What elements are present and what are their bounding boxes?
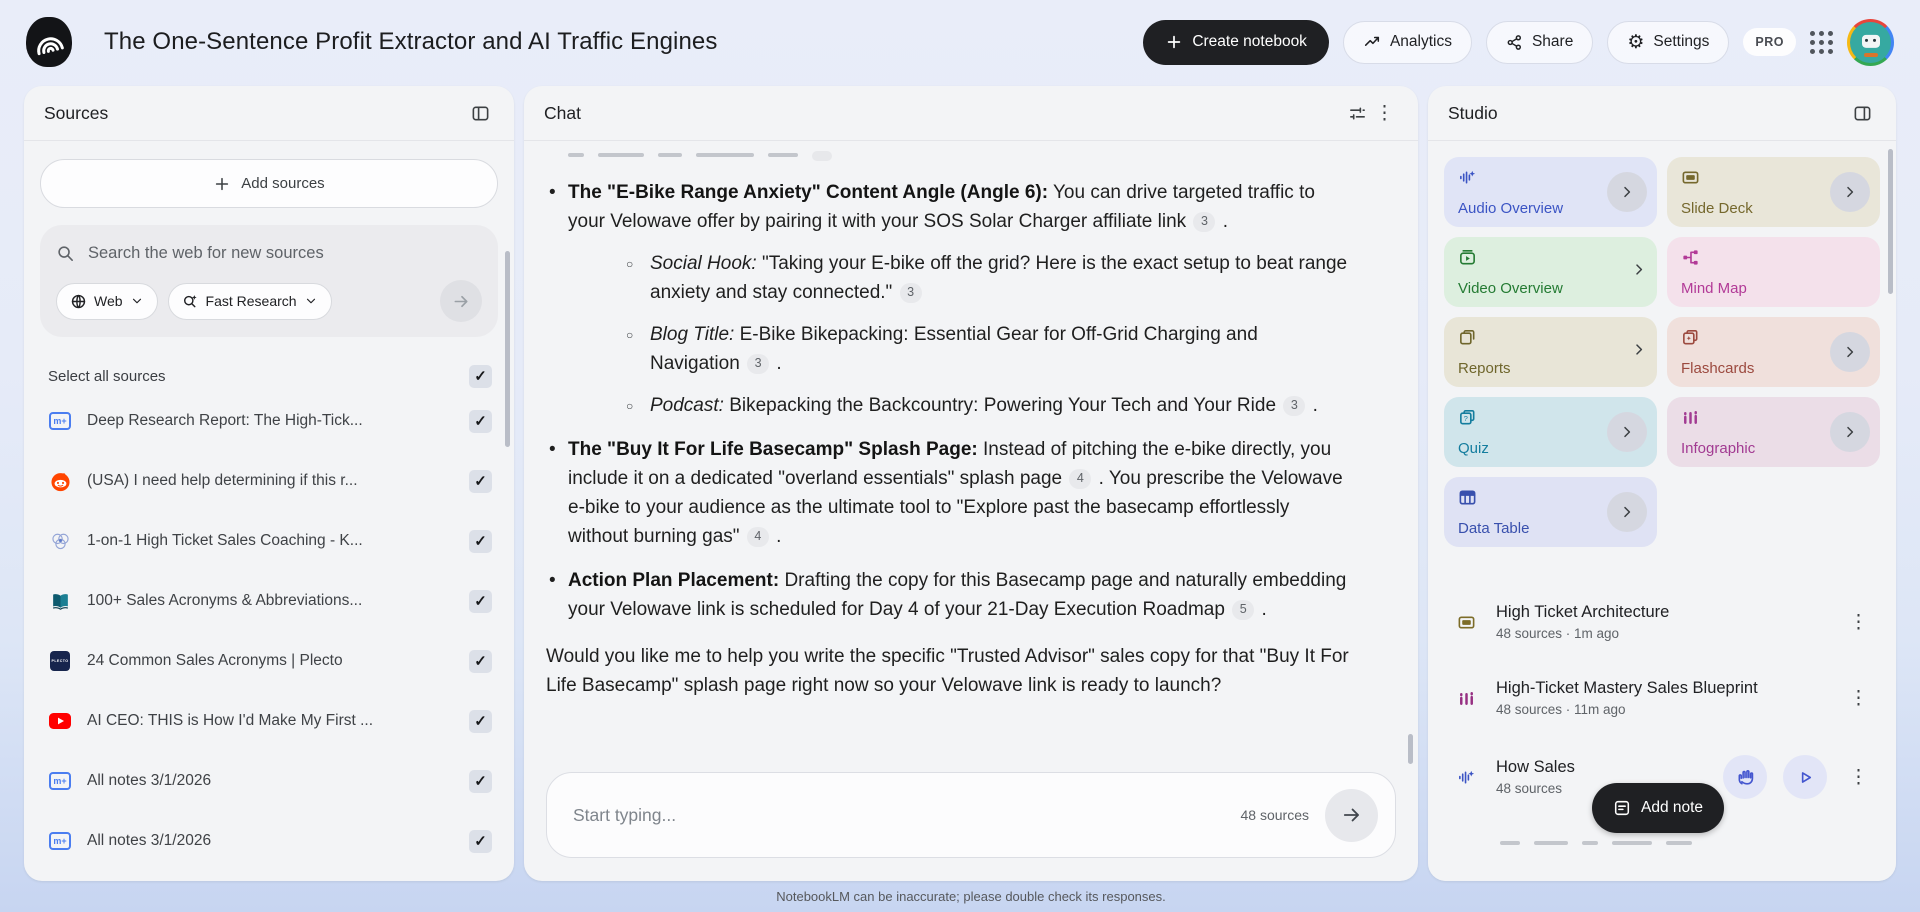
studio-item-meta: 48 sources — [1496, 781, 1563, 796]
chevron-right-icon[interactable] — [1607, 412, 1647, 452]
web-filter-chip[interactable]: Web — [56, 283, 158, 320]
chevron-right-icon[interactable] — [1607, 172, 1647, 212]
notebook-note-icon: m+ — [48, 772, 72, 790]
source-item[interactable] — [40, 451, 498, 511]
source-checkbox[interactable]: ✓ — [469, 410, 492, 433]
citation-chip[interactable]: 3 — [1283, 396, 1305, 416]
tool-card-quiz[interactable] — [1444, 397, 1657, 467]
chevron-down-icon — [130, 294, 144, 308]
studio-item-partial — [1500, 837, 1880, 847]
chat-input-bar — [546, 772, 1396, 858]
tune-icon[interactable] — [1344, 100, 1371, 127]
sources-count: 48 sources — [1240, 807, 1309, 823]
source-checkbox[interactable]: ✓ — [469, 830, 492, 853]
plus-icon — [213, 175, 231, 193]
source-title: All notes 3/1/2026 — [87, 772, 212, 789]
svg-text:?: ? — [1463, 413, 1468, 423]
select-all-row — [40, 361, 498, 391]
analytics-button[interactable]: Analytics — [1343, 21, 1472, 64]
flashcards-icon — [1681, 328, 1700, 347]
data-table-icon — [1458, 488, 1477, 507]
slide-deck-icon — [1452, 613, 1480, 632]
infographic-icon — [1681, 408, 1700, 427]
globe-icon — [70, 293, 87, 310]
source-item[interactable] — [40, 751, 498, 811]
source-item[interactable] — [40, 571, 498, 631]
source-checkbox[interactable]: ✓ — [469, 710, 492, 733]
select-all-checkbox[interactable]: ✓ — [469, 365, 492, 388]
audio-waveform-icon — [1458, 168, 1477, 187]
studio-item-title: High Ticket Architecture — [1496, 603, 1670, 621]
tool-card-flashcards[interactable] — [1667, 317, 1880, 387]
interactive-mode-button[interactable] — [1723, 755, 1767, 799]
chevron-right-icon[interactable] — [1631, 262, 1647, 283]
web-search-box — [40, 225, 498, 337]
book-icon — [48, 591, 72, 612]
slide-deck-icon — [1681, 168, 1700, 187]
source-item[interactable] — [40, 811, 498, 871]
search-submit-button[interactable] — [440, 280, 482, 322]
source-checkbox[interactable]: ✓ — [469, 530, 492, 553]
sources-panel — [24, 86, 514, 881]
citation-chip[interactable]: 3 — [1193, 212, 1215, 232]
arrow-right-icon — [452, 292, 471, 311]
settings-button[interactable]: ⚙ Settings — [1607, 21, 1729, 64]
source-item[interactable] — [40, 511, 498, 571]
select-all-label: Select all sources — [48, 367, 166, 385]
source-item[interactable] — [40, 631, 498, 691]
web-search-input[interactable] — [88, 244, 482, 263]
chat-transcript — [524, 141, 1418, 700]
tool-card-label: Slide Deck — [1681, 200, 1753, 217]
citation-chip[interactable]: 5 — [1232, 600, 1254, 620]
source-title: 1-on-1 High Ticket Sales Coaching - K... — [87, 532, 363, 549]
create-notebook-button[interactable]: Create notebook — [1143, 20, 1329, 65]
send-button[interactable] — [1325, 789, 1378, 842]
research-mode-chip[interactable]: Fast Research — [168, 283, 332, 320]
studio-item-meta: 48 sources · 1m ago — [1496, 626, 1620, 641]
studio-item-title: How Sales — [1496, 758, 1575, 776]
tool-card-label: Data Table — [1458, 520, 1530, 537]
tool-card-label: Mind Map — [1681, 280, 1747, 297]
notebooklm-logo[interactable] — [26, 17, 72, 67]
tool-card-label: Quiz — [1458, 440, 1489, 457]
chevron-right-icon[interactable] — [1631, 342, 1647, 363]
quiz-icon — [1458, 408, 1477, 427]
item-menu-icon[interactable]: ⋮ — [1849, 766, 1868, 788]
source-item[interactable] — [40, 691, 498, 751]
chat-list-item: ○ Podcast: Bikepacking the Backcountry: Powering Your Tech and Your Ride 3 . — [626, 391, 1352, 420]
chat-scrollbar[interactable] — [1408, 734, 1413, 764]
source-checkbox[interactable]: ✓ — [469, 770, 492, 793]
chat-menu-icon[interactable]: ⋮ — [1375, 102, 1394, 124]
chat-list-item: ○ Blog Title: E-Bike Bikepacking: Essential Gear for Off-Grid Charging and Navigation 3 . — [626, 320, 1352, 378]
infographic-icon — [1452, 689, 1480, 708]
plecto-icon: PLECTO — [48, 651, 72, 671]
tool-card-label: Audio Overview — [1458, 200, 1564, 217]
chevron-right-icon[interactable] — [1830, 412, 1870, 452]
chevron-down-icon — [304, 294, 318, 308]
report-icon — [1458, 328, 1477, 347]
source-checkbox[interactable]: ✓ — [469, 470, 492, 493]
source-title: All notes 3/1/2026 — [87, 832, 212, 849]
collapse-studio-icon[interactable] — [1849, 100, 1876, 127]
pro-badge: PRO — [1743, 28, 1796, 56]
research-icon — [182, 293, 199, 310]
studio-scrollbar[interactable] — [1888, 149, 1893, 294]
item-menu-icon[interactable]: ⋮ — [1849, 687, 1868, 709]
sources-panel-title: Sources — [44, 102, 109, 123]
apps-grid-icon[interactable] — [1810, 31, 1833, 54]
chat-list-item: • The "Buy It For Life Basecamp" Splash Page: Instead of pitching the e-bike directly, you include it on a dedicated "overland essentials" splash page 4 . You prescribe the Velowave e-bike to your audience as the ultimate tool to "Explore past the basecamp effortlessly without burning gas" 4 . — [546, 435, 1352, 551]
source-item[interactable] — [40, 391, 498, 451]
studio-tools-grid — [1444, 157, 1880, 547]
youtube-icon — [48, 713, 72, 729]
studio-artifacts-list — [1444, 591, 1880, 811]
chevron-right-icon[interactable] — [1830, 172, 1870, 212]
citation-chip[interactable]: 4 — [1069, 469, 1091, 489]
source-checkbox[interactable]: ✓ — [469, 650, 492, 673]
play-button[interactable] — [1783, 755, 1827, 799]
tool-card-label: Video Overview — [1458, 280, 1563, 297]
chevron-right-icon[interactable] — [1607, 492, 1647, 532]
tool-card-audio-overview[interactable] — [1444, 157, 1657, 227]
tool-card-data-table[interactable] — [1444, 477, 1657, 547]
source-title: 24 Common Sales Acronyms | Plecto — [87, 652, 343, 669]
avatar[interactable] — [1847, 19, 1894, 66]
share-icon — [1506, 34, 1523, 51]
source-title: Deep Research Report: The High-Tick... — [87, 412, 363, 429]
item-menu-icon[interactable]: ⋮ — [1849, 611, 1868, 633]
studio-item-meta: 48 sources · 11m ago — [1496, 702, 1626, 717]
search-icon — [56, 244, 75, 263]
citation-chip[interactable]: 4 — [747, 527, 769, 547]
disclaimer-text: NotebookLM can be inaccurate; please double check its responses. — [776, 889, 1166, 904]
source-title: (USA) I need help determining if this r... — [87, 472, 358, 489]
sources-scrollbar[interactable] — [505, 251, 510, 447]
plus-icon — [1165, 33, 1183, 51]
note-icon — [1613, 799, 1631, 817]
citation-chip[interactable]: 3 — [747, 354, 769, 374]
chat-input[interactable] — [573, 805, 1241, 826]
source-checkbox[interactable]: ✓ — [469, 590, 492, 613]
tool-card-mind-map[interactable] — [1667, 237, 1880, 307]
source-title: AI CEO: THIS is How I'd Make My First ... — [87, 712, 374, 729]
add-note-button[interactable]: Add note — [1592, 783, 1724, 833]
collapse-sources-icon[interactable] — [467, 100, 494, 127]
chat-paragraph: Would you like me to help you write the specific "Trusted Advisor" sales copy for that "Buy It For Life Basecamp" splash page right now so your Velowave link is ready to launch? — [546, 646, 1349, 696]
arrow-right-icon — [1341, 804, 1363, 826]
studio-item-title: High-Ticket Mastery Sales Blueprint — [1496, 679, 1758, 697]
chat-panel-title: Chat — [544, 102, 581, 123]
tool-card-slide-deck[interactable] — [1667, 157, 1880, 227]
chat-list-item: • Action Plan Placement: Drafting the copy for this Basecamp page and naturally embedding your Velowave link is scheduled for Day 4 of your 21-Day Execution Roadmap 5 . — [546, 566, 1352, 624]
trending-icon — [1363, 33, 1381, 51]
video-icon — [1458, 248, 1477, 267]
gear-icon: ⚙ — [1627, 31, 1645, 53]
tool-card-label: Reports — [1458, 360, 1511, 377]
tool-card-reports[interactable] — [1444, 317, 1657, 387]
source-title: 100+ Sales Acronyms & Abbreviations... — [87, 592, 363, 609]
sources-list — [40, 391, 498, 871]
studio-panel-title: Studio — [1448, 102, 1498, 123]
share-button[interactable]: Share — [1486, 21, 1593, 64]
reddit-icon — [48, 471, 72, 492]
citation-chip[interactable]: 3 — [900, 283, 922, 303]
studio-item[interactable] — [1444, 667, 1880, 729]
chat-list-item: ○ Social Hook: "Taking your E-bike off the grid? Here is the exact setup to beat range anxiety and stay connected." 3 — [626, 249, 1352, 307]
scrolled-clipped-line — [568, 149, 1352, 163]
add-sources-button[interactable]: Add sources — [40, 159, 498, 208]
venn-icon — [48, 531, 72, 552]
tool-card-infographic[interactable] — [1667, 397, 1880, 467]
tool-card-label: Flashcards — [1681, 360, 1755, 377]
notebook-note-icon: m+ — [48, 412, 72, 430]
notebook-note-icon: m+ — [48, 832, 72, 850]
studio-item[interactable] — [1444, 591, 1880, 653]
mind-map-icon — [1681, 248, 1700, 267]
tool-card-video-overview[interactable] — [1444, 237, 1657, 307]
audio-waveform-icon — [1452, 768, 1480, 787]
chevron-right-icon[interactable] — [1830, 332, 1870, 372]
chat-list-item: • The "E-Bike Range Anxiety" Content Angle (Angle 6): You can drive targeted traffic to your Velowave offer by pairing it with your SOS Solar Charger affiliate link 3 . — [546, 178, 1352, 236]
chat-panel — [524, 86, 1418, 881]
app-header — [0, 0, 1920, 84]
studio-panel — [1428, 86, 1896, 881]
notebook-title[interactable]: The One-Sentence Profit Extractor and AI Traffic Engines — [104, 28, 718, 55]
tool-card-label: Infographic — [1681, 440, 1756, 457]
